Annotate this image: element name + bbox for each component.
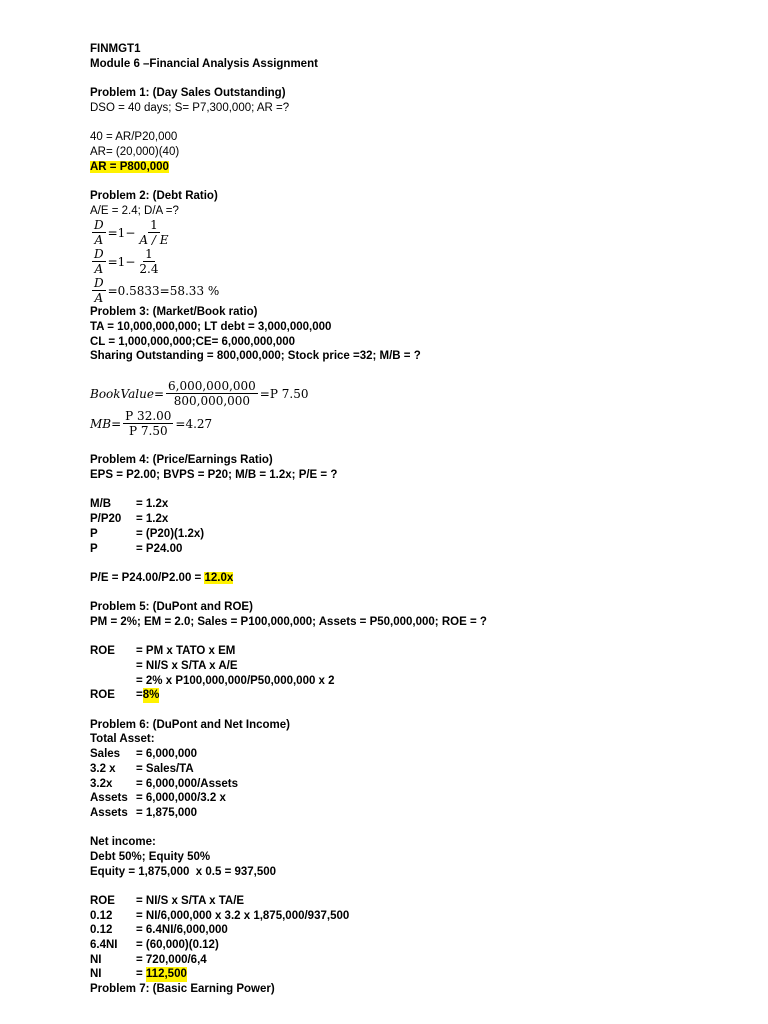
problem-4-title: Problem 4: (Price/Earnings Ratio) bbox=[90, 454, 273, 467]
document bbox=[90, 42, 730, 997]
calc-row: 0.12 = NI/6,000,000 x 3.2 x 1,875,000/937,500 bbox=[90, 909, 350, 922]
calc-row: 3.2 x = Sales/TA bbox=[90, 762, 194, 775]
book-value-formula: BookValue = $\frac{6,000,000,000}{800,000,000}$ =P 7.50 bbox=[90, 379, 309, 409]
calc-row: = NI/S x S/TA x A/E bbox=[136, 660, 238, 672]
problem-1-step-2: AR= (20,000)(40) bbox=[90, 145, 180, 158]
problem-5-given: PM = 2%; EM = 2.0; Sales = P100,000,000; Assets = P50,000,000; ROE = ? bbox=[90, 615, 487, 628]
calc-row: M/B = 1.2x bbox=[90, 498, 169, 511]
problem-6-title: Problem 6: (DuPont and Net Income) bbox=[90, 718, 290, 731]
pe-result: P/E = P24.00/P2.00 = 12.0x bbox=[90, 571, 234, 584]
calc-row: 6.4NI = (60,000)(0.12) bbox=[90, 939, 219, 952]
calc-row: Assets = 1,875,000 bbox=[90, 806, 198, 819]
calc-row: P/P20 = 1.2x bbox=[90, 513, 169, 526]
calc-row: ROE = PM x TATO x EM bbox=[90, 645, 236, 658]
problem-6-answer: 112,500 bbox=[145, 968, 187, 981]
problem-4-answer: 12.0x bbox=[204, 571, 234, 584]
market-book-formula: MB = $\frac{P 32.00}{P 7.50}$ =4.27 bbox=[90, 409, 213, 439]
roe-result: ROE = 8% bbox=[90, 689, 160, 702]
calc-row: ROE = NI/S x S/TA x TA/E bbox=[90, 895, 245, 907]
calc-row: P = (P20)(1.2x) bbox=[90, 527, 205, 540]
problem-5-title: Problem 5: (DuPont and ROE) bbox=[90, 601, 253, 614]
problem-1-step-1: 40 = AR/P20,000 bbox=[90, 131, 178, 144]
calc-row: Assets = 6,000,000/3.2 x bbox=[90, 792, 226, 805]
problem-7-title: Problem 7: (Basic Earning Power) bbox=[90, 983, 275, 996]
module-title: Module 6 –Financial Analysis Assignment bbox=[90, 57, 318, 70]
problem-1-answer: AR = P800,000 bbox=[90, 160, 169, 173]
net-income-heading: Net income: bbox=[90, 836, 156, 849]
debt-ratio-formula-1: $\frac{D}{A}$ =1− $\frac{1}{A / E}$ bbox=[94, 218, 169, 248]
ni-result: NI = 112,500 bbox=[90, 968, 187, 981]
calc-row: = 2% x P100,000,000/P50,000,000 x 2 bbox=[136, 674, 335, 687]
calc-row: P = P24.00 bbox=[90, 542, 183, 555]
capital-structure: Debt 50%; Equity 50% bbox=[90, 850, 211, 863]
equity-calc: Equity = 1,875,000 x 0.5 = 937,500 bbox=[90, 865, 277, 878]
calc-row: Sales = 6,000,000 bbox=[90, 748, 198, 761]
total-asset-heading: Total Asset: bbox=[90, 733, 155, 746]
problem-3-given-2: CL = 1,000,000,000;CE= 6,000,000,000 bbox=[90, 335, 296, 348]
debt-ratio-formula-2: $\frac{D}{A}$ =1− $\frac{1}{2.4}$ bbox=[94, 247, 159, 277]
problem-2-title: Problem 2: (Debt Ratio) bbox=[90, 189, 218, 202]
problem-5-answer: 8% bbox=[142, 689, 160, 702]
calc-row: NI = 720,000/6,4 bbox=[90, 953, 207, 966]
problem-1-given: DSO = 40 days; S= P7,300,000; AR =? bbox=[90, 101, 290, 114]
problem-2-given: A/E = 2.4; D/A =? bbox=[90, 204, 179, 217]
debt-ratio-result: $\frac{D}{A}$ =0.5833=58.33 % bbox=[94, 276, 220, 306]
problem-3-given-3: Sharing Outstanding = 800,000,000; Stock price =32; M/B = ? bbox=[90, 350, 421, 363]
problem-3-given-1: TA = 10,000,000,000; LT debt = 3,000,000,000 bbox=[90, 320, 332, 333]
problem-1-title: Problem 1: (Day Sales Outstanding) bbox=[90, 87, 286, 100]
course-code: FINMGT1 bbox=[90, 43, 141, 55]
calc-row: 0.12 = 6.4NI/6,000,000 bbox=[90, 924, 228, 937]
problem-4-given: EPS = P2.00; BVPS = P20; M/B = 1.2x; P/E = ? bbox=[90, 469, 338, 482]
calc-row: 3.2x = 6,000,000/Assets bbox=[90, 777, 238, 790]
problem-3-title: Problem 3: (Market/Book ratio) bbox=[90, 306, 258, 319]
